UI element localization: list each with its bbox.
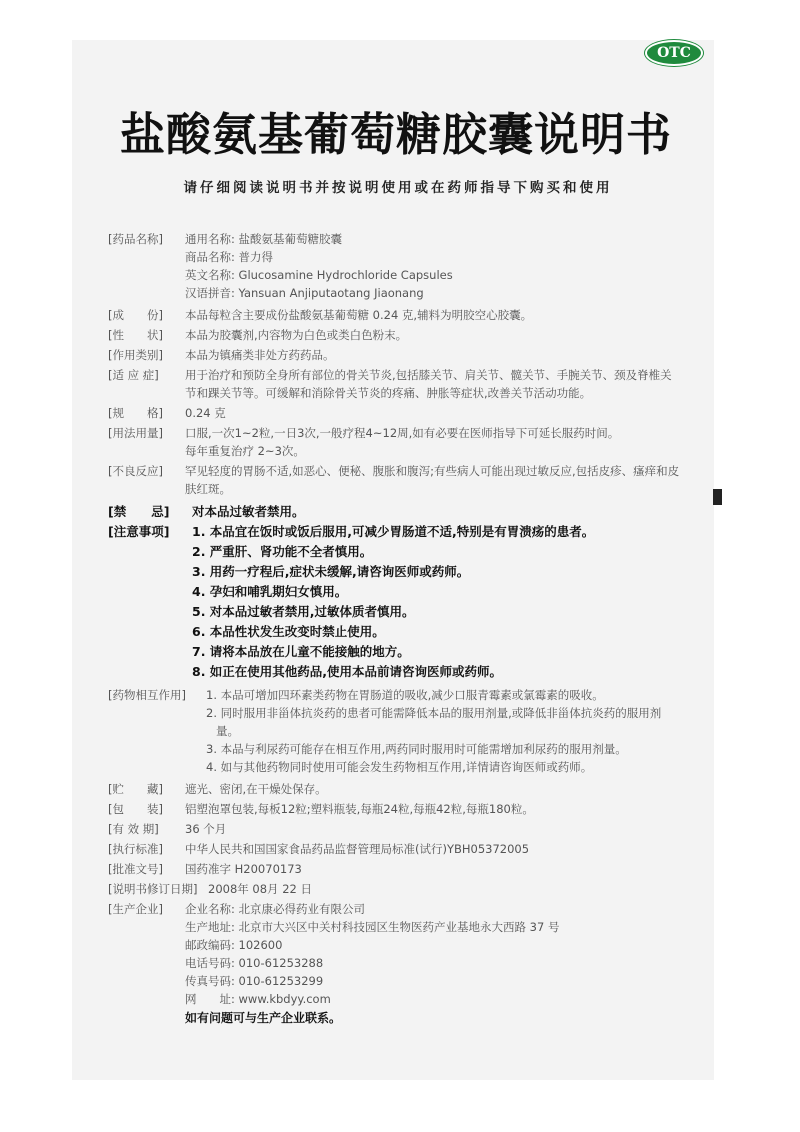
section-precautions bbox=[108, 522, 683, 542]
section-text: 本品为镇痛类非处方药药品。 bbox=[185, 348, 335, 362]
section-text: 铝塑泡罩包装,每板12粒;塑料瓶装,每瓶24粒,每瓶42粒,每瓶180粒。 bbox=[185, 802, 534, 816]
section-label: [规 格] bbox=[108, 406, 163, 420]
precaution-item: 2. 严重肝、肾功能不全者慎用。 bbox=[192, 544, 373, 559]
section-validity bbox=[108, 820, 683, 838]
section-composition bbox=[108, 306, 683, 324]
section-dosage bbox=[108, 424, 683, 442]
section-spec bbox=[108, 404, 683, 422]
common-name: 通用名称: 盐酸氨基葡萄糖胶囊 bbox=[185, 232, 343, 246]
section-drug-name bbox=[108, 230, 683, 248]
section-text: 口服,一次1~2粒,一日3次,一般疗程4~12周,如有必要在医师指导下可延长服药时间。 bbox=[185, 426, 620, 440]
dosage-repeat: 每年重复治疗 2~3次。 bbox=[185, 444, 305, 458]
section-label: [有 效 期] bbox=[108, 822, 159, 836]
section-contraindications bbox=[108, 502, 683, 522]
section-label: [包 装] bbox=[108, 802, 163, 816]
section-label: [生产企业] bbox=[108, 902, 163, 916]
company-name: 企业名称: 北京康必得药业有限公司 bbox=[185, 902, 366, 916]
section-text: 国药准字 H20070173 bbox=[185, 862, 302, 876]
interaction-list bbox=[206, 704, 683, 776]
section-label: [作用类别] bbox=[108, 348, 163, 362]
contact-note: 如有问题可与生产企业联系。 bbox=[185, 1011, 342, 1025]
section-standard bbox=[108, 840, 683, 858]
section-approval bbox=[108, 860, 683, 878]
section-text: 遮光、密闭,在干燥处保存。 bbox=[185, 782, 327, 796]
section-label: [批准文号] bbox=[108, 862, 163, 876]
section-category bbox=[108, 346, 683, 364]
section-label: [不良反应] bbox=[108, 464, 163, 478]
interaction-item: 2. 同时服用非甾体抗炎药的患者可能需降低本品的服用剂量,或降低非甾体抗炎药的服用剂量。 bbox=[206, 706, 662, 738]
document-title: 盐酸氨基葡萄糖胶囊说明书 bbox=[119, 108, 672, 161]
section-text: 0.24 克 bbox=[185, 406, 226, 420]
section-indications bbox=[108, 366, 683, 402]
section-text: 本品为胶囊剂,内容物为白色或类白色粉末。 bbox=[185, 328, 408, 342]
section-properties bbox=[108, 326, 683, 344]
company-fax: 传真号码: 010-61253299 bbox=[185, 974, 324, 988]
section-text: 中华人民共和国国家食品药品监督管理局标准(试行)YBH05372005 bbox=[185, 842, 530, 856]
company-address: 生产地址: 北京市大兴区中关村科技园区生物医药产业基地永大西路 37 号 bbox=[185, 920, 560, 934]
section-packaging bbox=[108, 800, 683, 818]
document-subtitle: 请仔细阅读说明书并按说明使用或在药师指导下购买和使用 bbox=[183, 180, 613, 196]
section-text: 用于治疗和预防全身所有部位的骨关节炎,包括膝关节、肩关节、髋关节、手腕关节、颈及脊椎关节和踝关节等。可缓解和消除骨关节炎的疼痛、肿胀等症状,改善关节活动功能。 bbox=[185, 368, 672, 400]
section-text: 2008年 08月 22 日 bbox=[208, 882, 312, 896]
company-postal: 邮政编码: 102600 bbox=[185, 938, 283, 952]
section-label: [药品名称] bbox=[108, 232, 163, 246]
precaution-item: 3. 用药一疗程后,症状未缓解,请咨询医师或药师。 bbox=[192, 564, 470, 579]
section-text: 罕见轻度的胃肠不适,如恶心、便秘、腹胀和腹泻;有些病人可能出现过敏反应,包括皮疹、瘙痒和皮肤红斑。 bbox=[185, 464, 680, 496]
precaution-item: 5. 对本品过敏者禁用,过敏体质者慎用。 bbox=[192, 604, 415, 619]
section-label: [贮 藏] bbox=[108, 782, 163, 796]
section-label: [注意事项] bbox=[108, 524, 170, 539]
section-label: [性 状] bbox=[108, 328, 163, 342]
section-label: [成 份] bbox=[108, 308, 163, 322]
section-label: [用法用量] bbox=[108, 426, 163, 440]
section-revision bbox=[108, 880, 683, 898]
section-text: 对本品过敏者禁用。 bbox=[192, 504, 305, 519]
precaution-item: 6. 本品性状发生改变时禁止使用。 bbox=[192, 624, 385, 639]
section-storage bbox=[108, 780, 683, 798]
otc-badge: OTC bbox=[645, 40, 703, 66]
precaution-item: 1. 本品宜在饭时或饭后服用,可减少胃肠道不适,特别是有胃溃疡的患者。 bbox=[192, 524, 595, 539]
interaction-item: 4. 如与其他药物同时使用可能会发生药物相互作用,详情请咨询医师或药师。 bbox=[206, 760, 593, 774]
leaflet-content bbox=[108, 230, 683, 1028]
section-manufacturer bbox=[108, 900, 683, 918]
section-adverse bbox=[108, 462, 683, 498]
company-phone: 电话号码: 010-61253288 bbox=[185, 956, 324, 970]
interaction-item: 1. 本品可增加四环素类药物在胃肠道的吸收,减少口服青霉素或氯霉素的吸收。 bbox=[206, 688, 604, 702]
edge-marker bbox=[713, 489, 722, 505]
interaction-item: 3. 本品与利尿药可能存在相互作用,两药同时服用时可能需增加利尿药的服用剂量。 bbox=[206, 742, 627, 756]
precaution-item: 8. 如正在使用其他药品,使用本品前请咨询医师或药师。 bbox=[192, 664, 503, 679]
section-label: [禁 忌] bbox=[108, 504, 170, 519]
section-text: 本品每粒含主要成份盐酸氨基葡萄糖 0.24 克,辅料为明胶空心胶囊。 bbox=[185, 308, 533, 322]
section-label: [说明书修订日期] bbox=[108, 882, 198, 896]
english-name: 英文名称: Glucosamine Hydrochloride Capsules bbox=[185, 268, 453, 282]
section-text: 36 个月 bbox=[185, 822, 227, 836]
section-label: [适 应 症] bbox=[108, 368, 159, 382]
pinyin-name: 汉语拼音: Yansuan Anjiputaotang Jiaonang bbox=[185, 286, 424, 300]
section-interactions bbox=[108, 686, 683, 704]
precaution-item: 4. 孕妇和哺乳期妇女慎用。 bbox=[192, 584, 348, 599]
section-label: [药物相互作用] bbox=[108, 688, 186, 702]
precaution-item: 7. 请将本品放在儿童不能接触的地方。 bbox=[192, 644, 410, 659]
brand-name: 商品名称: 普力得 bbox=[185, 250, 274, 264]
company-website: 网 址: www.kbdyy.com bbox=[185, 992, 331, 1006]
section-label: [执行标准] bbox=[108, 842, 163, 856]
